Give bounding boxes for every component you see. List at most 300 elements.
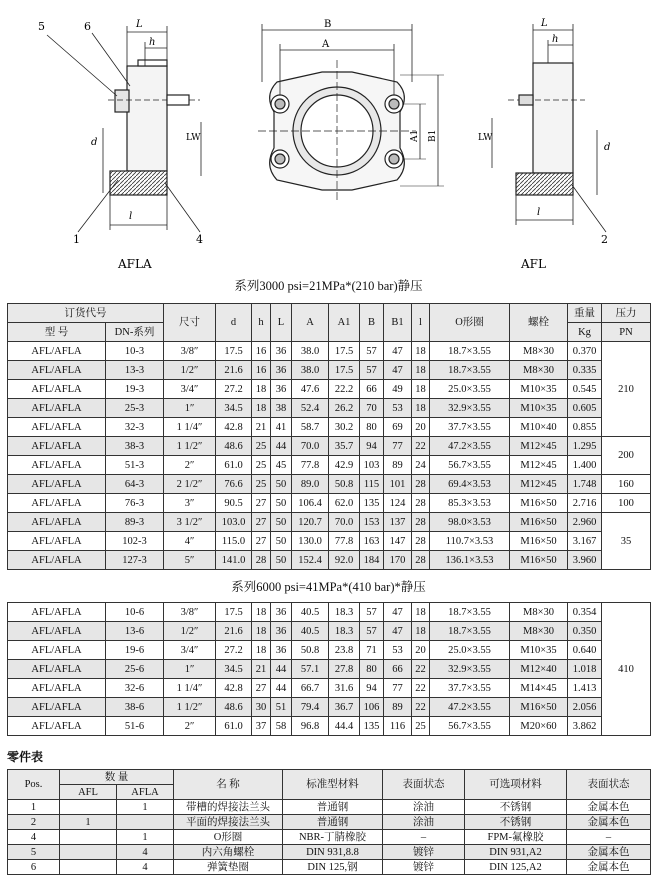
table-row [8,418,651,437]
header-size: 尺寸 [164,304,216,342]
table-cell: 1 1/2″ [164,698,216,717]
header-B1: B1 [384,304,412,342]
table-cell: 50 [271,551,292,570]
table-cell: M8×30 [510,342,568,361]
table-cell: 3″ [164,494,216,513]
table-cell: 47.6 [292,380,329,399]
table-cell: 2″ [164,717,216,736]
table-cell: 106 [360,698,384,717]
table-cell: M16×50 [510,513,568,532]
table-cell: 21 [252,660,271,679]
table-cell: 28 [412,494,430,513]
parts-header-pos: Pos. [8,770,60,800]
table-cell: 135 [360,494,384,513]
header-d: d [216,304,252,342]
table-row [8,622,651,641]
pressure-cell: 410 [602,603,651,736]
table-cell: 25-3 [106,399,164,418]
label-d-right: d [604,142,611,153]
table-cell: 71 [360,641,384,660]
table-cell [60,830,117,845]
series3000-table [7,303,651,570]
table-cell: DIN 125,A2 [465,860,567,875]
table-cell [117,815,174,830]
table-cell: 18 [412,622,430,641]
table-row [8,456,651,475]
header-oring: O形圈 [430,304,510,342]
table-row [8,679,651,698]
table-cell: 27 [252,494,271,513]
label-1: 1 [73,233,80,246]
table-cell: 66 [384,660,412,679]
label-B: B [324,19,332,30]
table-row [8,698,651,717]
table-cell: 0.354 [568,603,602,622]
afl-side-view [492,24,606,232]
table-cell: 135 [360,717,384,736]
table-cell: 57 [360,361,384,380]
table-cell: 不锈钢 [465,800,567,815]
parts-title: 零件表 [7,750,44,764]
parts-header-material: 标准型材料 [283,770,383,800]
pressure-cell: 210 [602,342,651,437]
table-cell: AFL/AFLA [8,494,106,513]
table-cell: 16 [252,361,271,380]
table-cell: 3/4″ [164,380,216,399]
table-cell: 19-6 [106,641,164,660]
table-cell: – [567,830,651,845]
table-cell: 170 [384,551,412,570]
table-cell: 1/2″ [164,361,216,380]
table-cell: 1 1/2″ [164,437,216,456]
table-row [8,717,651,736]
table-cell: 57.1 [292,660,329,679]
table-cell: 89 [384,456,412,475]
table-cell: AFL/AFLA [8,380,106,399]
table-cell: M8×30 [510,603,568,622]
table-cell: 37.7×3.55 [430,418,510,437]
table-row [8,532,651,551]
table-cell: 4 [117,845,174,860]
table-cell: 3 1/2″ [164,513,216,532]
table-cell: 184 [360,551,384,570]
table-cell: 1.748 [568,475,602,494]
table-cell: 1 [60,815,117,830]
label-2: 2 [601,233,608,246]
table-cell: M12×45 [510,475,568,494]
table-cell: 50 [271,475,292,494]
label-4: 4 [196,233,203,246]
table-cell: 3/8″ [164,603,216,622]
table-cell: 27.2 [216,380,252,399]
table-cell: 22 [412,660,430,679]
table-cell: 92.0 [329,551,360,570]
parts-header-alt-surface: 表面状态 [567,770,651,800]
table-cell: 79.4 [292,698,329,717]
table-cell: 80 [360,418,384,437]
table-cell: 89-3 [106,513,164,532]
table-cell: 0.605 [568,399,602,418]
table-cell: 0.640 [568,641,602,660]
parts-header-alt-material: 可选项材料 [465,770,567,800]
header-A1: A1 [329,304,360,342]
table-cell [60,800,117,815]
afla-side-view [47,26,201,232]
table-cell: M10×40 [510,418,568,437]
table-cell: 25.0×3.55 [430,641,510,660]
table-cell: 1.018 [568,660,602,679]
table-cell: M12×40 [510,660,568,679]
table-cell: 40.5 [292,622,329,641]
table-cell: 101 [384,475,412,494]
table-cell: 76.6 [216,475,252,494]
table-cell: 27.2 [216,641,252,660]
table-cell: 32.9×3.55 [430,660,510,679]
series3000-title: 系列3000 psi=21MPa*(210 bar)静压 [234,279,423,293]
table-cell: 0.350 [568,622,602,641]
table-cell: 26.2 [329,399,360,418]
table-cell: AFL/AFLA [8,456,106,475]
table-cell: 70.0 [292,437,329,456]
parts-header-afla: AFLA [117,785,174,800]
table-cell: 6 [8,860,60,875]
table-row [8,361,651,380]
table-cell: 34.5 [216,399,252,418]
table-row [8,380,651,399]
table-cell: 38.0 [292,361,329,380]
table-cell: M20×60 [510,717,568,736]
parts-header-qty: 数 量 [60,770,174,785]
caption-afla: AFLA [118,257,152,271]
table-cell: 17.5 [329,342,360,361]
header-pressure-unit: PN [602,323,651,342]
table-cell: 22.2 [329,380,360,399]
table-cell: 37 [252,717,271,736]
table-cell: 62.0 [329,494,360,513]
table-cell: 47.2×3.55 [430,437,510,456]
table-cell: AFL/AFLA [8,641,106,660]
table-row [8,399,651,418]
table-cell: 61.0 [216,717,252,736]
table-cell: 51 [271,698,292,717]
table-cell: 50 [271,532,292,551]
table-cell: M10×35 [510,641,568,660]
table-cell: 36 [271,603,292,622]
table-cell: 89 [384,698,412,717]
table-cell: AFL/AFLA [8,361,106,380]
table-cell: 130.0 [292,532,329,551]
table-cell: 2.716 [568,494,602,513]
table-cell: AFL/AFLA [8,399,106,418]
label-L-left: L [136,19,143,30]
header-l: l [412,304,430,342]
table-cell: 50 [271,513,292,532]
label-LW-left: LW [186,133,201,143]
table-cell: AFL/AFLA [8,698,106,717]
header-weight: 重量 [568,304,602,323]
table-row [8,494,651,513]
table-row [8,513,651,532]
table-cell: 1 [117,800,174,815]
table-cell: 21.6 [216,622,252,641]
table-cell: 24 [412,456,430,475]
table-cell: 110.7×3.53 [430,532,510,551]
table-cell: 28 [252,551,271,570]
header-order-code: 订货代号 [8,304,164,323]
header-h: h [252,304,271,342]
table-cell: DIN 931,8.8 [283,845,383,860]
table-cell: 17.5 [329,361,360,380]
table-cell: 4 [8,830,60,845]
table-cell: 1 1/4″ [164,418,216,437]
header-model: 型 号 [8,323,106,342]
table-cell: 136.1×3.53 [430,551,510,570]
table-cell: 1 [8,800,60,815]
table-cell: 42.8 [216,418,252,437]
table-cell: M10×35 [510,380,568,399]
table-cell: 69 [384,418,412,437]
table-cell: 4″ [164,532,216,551]
table-cell: 平面的焊接法兰头 [174,815,283,830]
table-cell: 51-3 [106,456,164,475]
table-cell: 42.8 [216,679,252,698]
table-cell: 137 [384,513,412,532]
table-row [8,342,651,361]
table-cell: 30 [252,698,271,717]
pressure-cell: 100 [602,494,651,513]
table-cell: 115 [360,475,384,494]
table-cell: AFL/AFLA [8,532,106,551]
table-cell: 141.0 [216,551,252,570]
table-cell: 金属本色 [567,845,651,860]
table-cell: 57 [360,342,384,361]
table-cell: 32.9×3.55 [430,399,510,418]
table-cell: M8×30 [510,361,568,380]
label-6: 6 [84,20,91,33]
table-cell: 49 [384,380,412,399]
table-cell: 153 [360,513,384,532]
table-cell [60,845,117,860]
table-cell: 147 [384,532,412,551]
table-cell: 3/8″ [164,342,216,361]
table-cell: 18.7×3.55 [430,361,510,380]
table-cell: AFL/AFLA [8,603,106,622]
technical-drawings [0,0,657,272]
table-cell: 66.7 [292,679,329,698]
table-row [8,845,651,860]
table-cell: 1.413 [568,679,602,698]
parts-header-name: 名 称 [174,770,283,800]
table-row [8,475,651,494]
caption-afl: AFL [521,257,546,271]
table-cell: 5 [8,845,60,860]
table-cell: DIN 125,钢 [283,860,383,875]
table-cell: 57 [360,622,384,641]
table-cell: 涂油 [383,815,465,830]
header-A: A [292,304,329,342]
table-cell: 48.6 [216,698,252,717]
table-cell: 3/4″ [164,641,216,660]
table-cell: 1.295 [568,437,602,456]
table-cell: 58.7 [292,418,329,437]
table-cell: 28 [412,551,430,570]
table-cell: 47.2×3.55 [430,698,510,717]
table-cell: 163 [360,532,384,551]
table-cell: 普通钢 [283,815,383,830]
table-cell: 28 [412,532,430,551]
table-cell: 18 [252,399,271,418]
table-cell: 70.0 [329,513,360,532]
table-cell: – [383,830,465,845]
table-cell: 金属本色 [567,860,651,875]
table-cell: 3.862 [568,717,602,736]
table-cell: 涂油 [383,800,465,815]
table-cell: 18 [412,342,430,361]
table-cell: 77 [384,437,412,456]
table-cell: 镀锌 [383,860,465,875]
table-cell: 18.7×3.55 [430,342,510,361]
table-cell: M14×45 [510,679,568,698]
parts-header-afl: AFL [60,785,117,800]
table-row [8,860,651,875]
table-cell: 36 [271,641,292,660]
table-cell: 50.8 [292,641,329,660]
table-cell: 58 [271,717,292,736]
table-cell: 18.7×3.55 [430,622,510,641]
label-d-left: d [91,137,98,148]
table-cell: AFL/AFLA [8,717,106,736]
table-cell: 45 [271,456,292,475]
table-cell: 98.0×3.53 [430,513,510,532]
table-cell: 44 [271,679,292,698]
table-cell: 25 [252,437,271,456]
table-cell: 47 [384,342,412,361]
table-cell: 106.4 [292,494,329,513]
table-cell: 23.8 [329,641,360,660]
table-cell: 89.0 [292,475,329,494]
table-cell: 50.8 [329,475,360,494]
table-cell: M12×45 [510,456,568,475]
table-cell: 30.2 [329,418,360,437]
table-cell: 37.7×3.55 [430,679,510,698]
label-L-right: L [541,18,548,29]
table-cell: 镀锌 [383,845,465,860]
table-cell: 18 [252,641,271,660]
table-cell: AFL/AFLA [8,342,106,361]
table-cell: 16 [252,342,271,361]
table-cell: 103.0 [216,513,252,532]
table-cell: 25 [412,717,430,736]
table-cell: 17.5 [216,342,252,361]
table-cell: 21 [252,418,271,437]
table-cell: 22 [412,437,430,456]
table-cell: 18.3 [329,603,360,622]
table-row [8,660,651,679]
table-cell: 56.7×3.55 [430,456,510,475]
table-cell: 42.9 [329,456,360,475]
table-cell: 102-3 [106,532,164,551]
table-cell: 弹簧垫圈 [174,860,283,875]
table-cell: O形圈 [174,830,283,845]
table-cell: 57 [360,603,384,622]
table-cell: 40.5 [292,603,329,622]
table-cell: 96.8 [292,717,329,736]
table-cell [60,860,117,875]
table-cell: AFL/AFLA [8,475,106,494]
table-cell: AFL/AFLA [8,660,106,679]
table-cell: 普通钢 [283,800,383,815]
table-cell: 2″ [164,456,216,475]
table-cell: 18 [412,603,430,622]
table-cell: 36.7 [329,698,360,717]
table-cell: 21.6 [216,361,252,380]
table-row [8,603,651,622]
table-cell: 32-3 [106,418,164,437]
table-cell: 2 [8,815,60,830]
table-cell: 41 [271,418,292,437]
table-cell: 22 [412,698,430,717]
table-cell: 1 1/4″ [164,679,216,698]
table-cell: 27 [252,513,271,532]
table-cell: 25.0×3.55 [430,380,510,399]
table-cell: 27 [252,532,271,551]
pressure-cell: 200 [602,437,651,475]
table-cell: M16×50 [510,532,568,551]
table-cell: 18 [252,380,271,399]
table-cell: 120.7 [292,513,329,532]
table-cell: AFL/AFLA [8,622,106,641]
table-cell: 64-3 [106,475,164,494]
table-cell: 77 [384,679,412,698]
table-cell: 38 [271,399,292,418]
label-h-right: h [552,34,559,45]
table-cell: 2.960 [568,513,602,532]
label-A: A [322,39,330,50]
table-row [8,830,651,845]
table-cell: 内六角螺栓 [174,845,283,860]
table-cell: 34.5 [216,660,252,679]
table-cell: 18 [412,361,430,380]
table-cell: 带槽的焊接法兰头 [174,800,283,815]
table-cell: 51-6 [106,717,164,736]
table-cell: 18 [412,380,430,399]
table-cell: 1 [117,830,174,845]
table-cell: AFL/AFLA [8,418,106,437]
table-cell: 1″ [164,660,216,679]
table-cell: AFL/AFLA [8,513,106,532]
table-cell: 20 [412,418,430,437]
header-dn: DN-系列 [106,323,164,342]
table-cell: 116 [384,717,412,736]
table-cell: 27 [252,679,271,698]
table-cell: 85.3×3.53 [430,494,510,513]
table-cell: 44 [271,437,292,456]
header-B: B [360,304,384,342]
table-row [8,641,651,660]
table-cell: 70 [360,399,384,418]
table-cell: 13-3 [106,361,164,380]
table-cell: 31.6 [329,679,360,698]
table-cell: 152.4 [292,551,329,570]
header-L: L [271,304,292,342]
table-cell: 10-6 [106,603,164,622]
table-cell: 2.056 [568,698,602,717]
table-cell: 38-3 [106,437,164,456]
table-cell: 0.855 [568,418,602,437]
table-cell: 金属本色 [567,800,651,815]
table-cell: 3.960 [568,551,602,570]
table-row [8,551,651,570]
